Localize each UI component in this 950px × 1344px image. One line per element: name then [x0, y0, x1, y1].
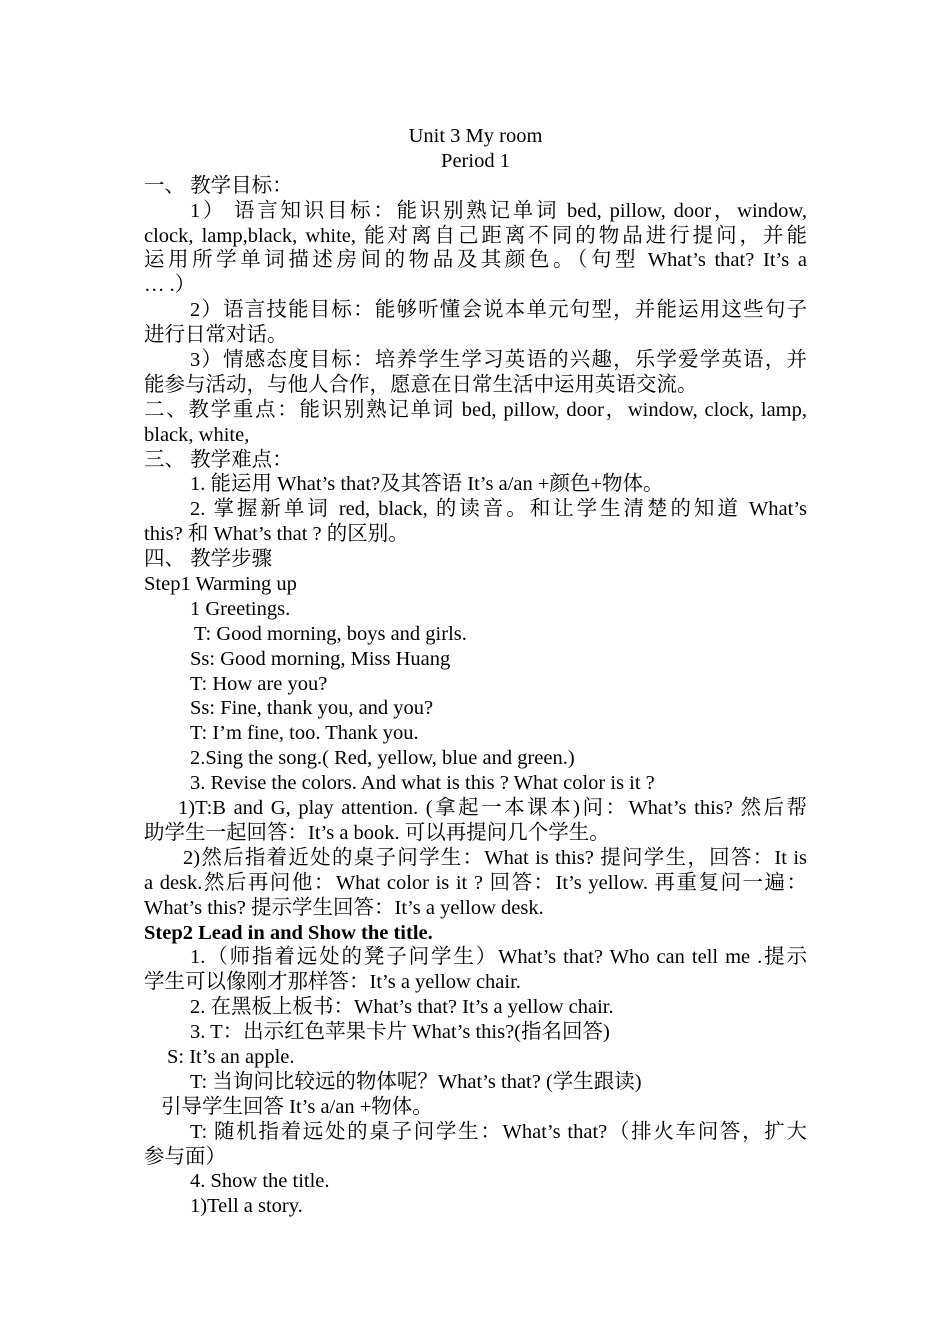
paragraph-line: 运用所学单词描述房间的物品及其颜色。（句型 What’s that? It’s a [144, 249, 807, 272]
list-item: 1)Tell a story. [190, 1195, 303, 1218]
dialogue-line: T: 当询问比较远的物体呢？What’s that? (学生跟读) [190, 1070, 642, 1093]
paragraph-line: 进行日常对话。 [144, 324, 288, 347]
paragraph-line: 1)T:B and G, play attention. (拿起一本课本)问：What’s this? 然后帮 [178, 797, 807, 820]
dialogue-line: T: I’m fine, too. Thank you. [190, 722, 419, 745]
step-heading: Step2 Lead in and Show the title. [144, 921, 433, 944]
paragraph-line: black, white, [144, 423, 250, 446]
dialogue-line: Ss: Good morning, Miss Huang [190, 647, 451, 670]
paragraph-line: 能参与活动，与他人合作，愿意在日常生活中运用英语交流。 [144, 373, 698, 396]
list-item: 2. 掌握新单词 red, black, 的读音。和让学生清楚的知道 What’s [190, 498, 807, 521]
document-subtitle: Period 1 [441, 149, 510, 172]
paragraph-line: What’s this? 提示学生回答：It’s a yellow desk. [144, 896, 544, 919]
paragraph-line: 助学生一起回答：It’s a book. 可以再提问几个学生。 [144, 821, 610, 844]
paragraph-line: clock, lamp,black, white, 能对离自己距离不同的物品进行提问，并能 [144, 224, 807, 247]
list-item: 2.Sing the song.( Red, yellow, blue and green.) [190, 747, 575, 770]
section-heading-steps: 四、 教学步骤 [144, 548, 273, 571]
list-item: 4. Show the title. [190, 1170, 330, 1193]
list-item: 1 Greetings. [190, 597, 291, 620]
section-heading-objectives: 一、 教学目标： [144, 174, 293, 197]
dialogue-line: T: How are you? [190, 672, 328, 695]
paragraph-line: this? 和 What’s that ? 的区别。 [144, 523, 409, 546]
paragraph-line: 1.（师指着远处的凳子问学生）What’s that? Who can tell me .提示 [190, 946, 807, 969]
list-item: 1. 能运用 What’s that?及其答语 It’s a/an +颜色+物体。 [190, 473, 664, 496]
paragraph-line: 3）情感态度目标：培养学生学习英语的兴趣，乐学爱学英语，并 [190, 349, 807, 372]
paragraph-line: 学生可以像刚才那样答：It’s a yellow chair. [144, 971, 521, 994]
dialogue-line: T: Good morning, boys and girls. [194, 622, 467, 645]
document-title: Unit 3 My room [408, 125, 543, 147]
step-heading: Step1 Warming up [144, 573, 297, 596]
dialogue-line: S: It’s an apple. [167, 1045, 295, 1068]
paragraph-line: 参与面） [144, 1145, 226, 1168]
list-item: 3. Revise the colors. And what is this ? What color is it ? [190, 772, 655, 795]
paragraph-line: a desk.然后再问他：What color is it ? 回答：It’s yellow. 再重复问一遍： [144, 871, 807, 894]
list-item: 2. 在黑板上板书：What’s that? It’s a yellow chair. [190, 996, 614, 1019]
paragraph-line: 引导学生回答 It’s a/an +物体。 [161, 1095, 433, 1118]
paragraph-line: 2）语言技能目标：能够听懂会说本单元句型，并能运用这些句子 [190, 299, 807, 322]
section-heading-difficulties: 三、 教学难点： [144, 448, 293, 471]
document-page [144, 124, 807, 1219]
section-heading-key-points: 二、教学重点：能识别熟记单词 bed, pillow, door，window, clock, lamp, [144, 398, 807, 421]
dialogue-line: T: 随机指着远处的桌子问学生：What’s that?（排火车问答，扩大 [190, 1120, 807, 1143]
list-item: 3. T：出示红色苹果卡片 What’s this?(指名回答) [190, 1021, 610, 1044]
paragraph-line: 2)然后指着近处的桌子问学生：What is this? 提问学生，回答：It is [183, 846, 807, 869]
dialogue-line: Ss: Fine, thank you, and you? [190, 697, 434, 720]
paragraph-line: … .） [144, 274, 196, 297]
paragraph-line: 1） 语言知识目标：能识别熟记单词 bed, pillow, door，window, [190, 199, 807, 222]
